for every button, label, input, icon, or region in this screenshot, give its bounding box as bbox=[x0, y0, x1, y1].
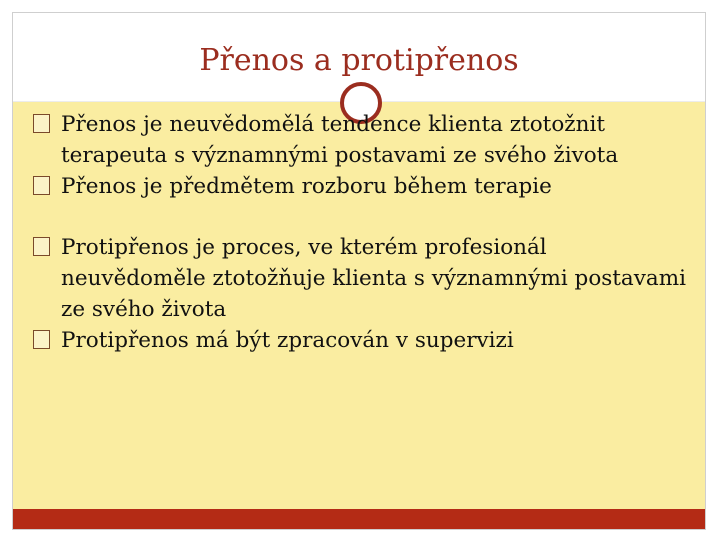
bullet-text: Přenos je předmětem rozboru během terapie bbox=[61, 174, 552, 199]
spacer bbox=[31, 202, 691, 232]
bullet-square-icon bbox=[33, 330, 50, 349]
bottom-bar bbox=[13, 509, 705, 529]
slide bbox=[12, 12, 706, 530]
bullet-text: Protipřenos má být zpracován v supervizi bbox=[61, 328, 514, 353]
bullet-square-icon bbox=[33, 237, 50, 256]
bullet-list bbox=[31, 109, 691, 356]
bullet-item bbox=[31, 325, 691, 356]
bullet-item bbox=[31, 109, 691, 171]
slide-title: Přenos a protipřenos bbox=[199, 43, 519, 78]
bullet-square-icon bbox=[33, 176, 50, 195]
bullet-text: Protipřenos je proces, ve kterém profesionál neuvědoměle ztotožňuje klienta s významnými postavami ze svého života bbox=[61, 235, 686, 322]
bullet-item bbox=[31, 171, 691, 202]
bullet-square-icon bbox=[33, 114, 50, 133]
bullet-item bbox=[31, 232, 691, 325]
bullet-text: Přenos je neuvědomělá tendence klienta ztotožnit terapeuta s významnými postavami ze svého života bbox=[61, 112, 619, 168]
